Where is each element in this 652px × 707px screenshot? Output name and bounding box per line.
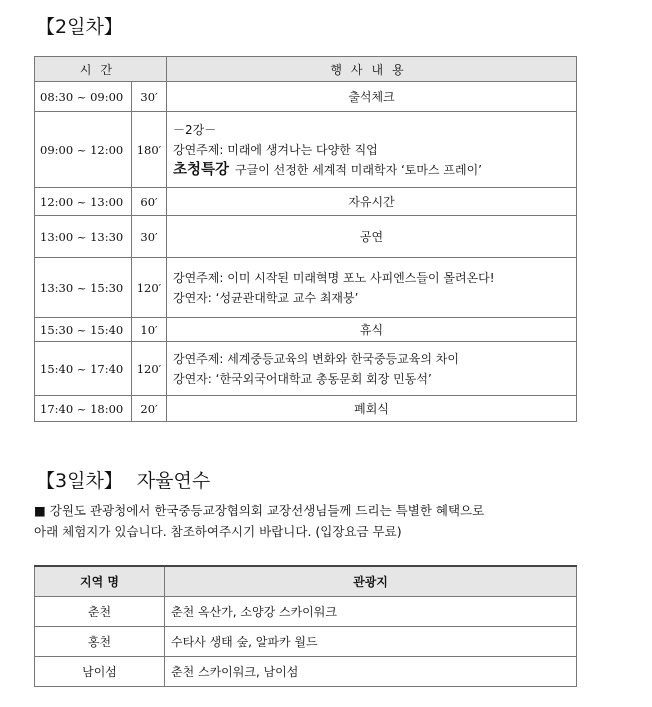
time-cell: 09:00 ~ 12:00	[35, 112, 132, 188]
tour-spots-table	[34, 565, 577, 687]
table-row	[35, 342, 577, 396]
region-cell: 춘천	[35, 597, 165, 627]
day3-title: 【3일차】	[36, 470, 123, 492]
special-lecture-line	[173, 160, 576, 180]
region-cell: 남이섬	[35, 657, 165, 687]
table-row	[35, 318, 577, 342]
notice-line: 아래 체험지가 있습니다. 참조하여주시기 바랍니다. (입장요금 무료)	[34, 524, 402, 539]
day2-schedule-table	[34, 56, 577, 422]
table-header-row	[35, 566, 577, 597]
header-spots: 관광지	[165, 566, 577, 597]
lecture-topic: 강연주제: 세계중등교육의 변화와 한국중등교육의 차이	[173, 351, 459, 366]
time-cell: 12:00 ~ 13:00	[35, 188, 132, 216]
table-row	[35, 258, 577, 318]
table-row	[35, 82, 577, 112]
table-header-row	[35, 57, 577, 82]
lecture-topic: 강연주제: 미래에 생겨나는 다양한 직업	[173, 142, 378, 157]
duration-cell: 120′	[132, 258, 167, 318]
time-cell: 13:30 ~ 15:30	[35, 258, 132, 318]
table-row	[35, 112, 577, 188]
day2-title: 【2일차】	[36, 16, 123, 38]
day3-title-line	[36, 466, 210, 493]
table-row	[35, 216, 577, 258]
day3-subtitle: 자율연수	[136, 470, 211, 492]
content-cell: 폐회식	[167, 396, 577, 422]
content-cell: 공연	[167, 216, 577, 258]
table-row	[35, 657, 577, 687]
duration-cell: 60′	[132, 188, 167, 216]
lecture-speaker: 강연자: ‘한국외국어대학교 총동문회 회장 민동석’	[173, 371, 432, 386]
content-cell: 휴식	[167, 318, 577, 342]
lecture-speaker: 강연자: ‘성균관대학교 교수 최재붕’	[173, 290, 359, 305]
header-region: 지역 명	[35, 566, 165, 597]
duration-cell: 20′	[132, 396, 167, 422]
table-row	[35, 396, 577, 422]
day3-notice	[34, 500, 484, 542]
time-cell: 17:40 ~ 18:00	[35, 396, 132, 422]
duration-cell: 30′	[132, 82, 167, 112]
time-cell: 13:00 ~ 13:30	[35, 216, 132, 258]
table-row	[35, 627, 577, 657]
header-time: 시간	[35, 57, 167, 82]
spots-cell: 수타사 생태 숲, 알파카 월드	[165, 627, 577, 657]
duration-cell: 10′	[132, 318, 167, 342]
content-cell: 자유시간	[167, 188, 577, 216]
time-cell: 15:30 ~ 15:40	[35, 318, 132, 342]
notice-line: ■ 강원도 관광청에서 한국중등교장협의회 교장선생님들께 드리는 특별한 혜택으로	[34, 503, 485, 518]
special-lecture-speaker: 구글이 선정한 세계적 미래학자 ‘토마스 프레이’	[235, 162, 482, 177]
duration-cell: 180′	[132, 112, 167, 188]
duration-cell: 120′	[132, 342, 167, 396]
lecture-number: －2강－	[173, 122, 217, 137]
content-cell	[167, 112, 577, 188]
time-cell: 15:40 ~ 17:40	[35, 342, 132, 396]
content-cell: 출석체크	[167, 82, 577, 112]
time-cell: 08:30 ~ 09:00	[35, 82, 132, 112]
special-lecture-label: 초청특강	[173, 161, 230, 178]
spots-cell: 춘천 옥산가, 소양강 스카이워크	[165, 597, 577, 627]
content-cell	[167, 342, 577, 396]
lecture-topic: 강연주제: 이미 시작된 미래혁명 포노 사피엔스들이 몰려온다!	[173, 270, 495, 285]
spots-cell: 춘천 스카이워크, 남이섬	[165, 657, 577, 687]
table-row	[35, 188, 577, 216]
region-cell: 홍천	[35, 627, 165, 657]
duration-cell: 30′	[132, 216, 167, 258]
table-row	[35, 597, 577, 627]
header-content: 행사내용	[167, 57, 577, 82]
content-cell	[167, 258, 577, 318]
